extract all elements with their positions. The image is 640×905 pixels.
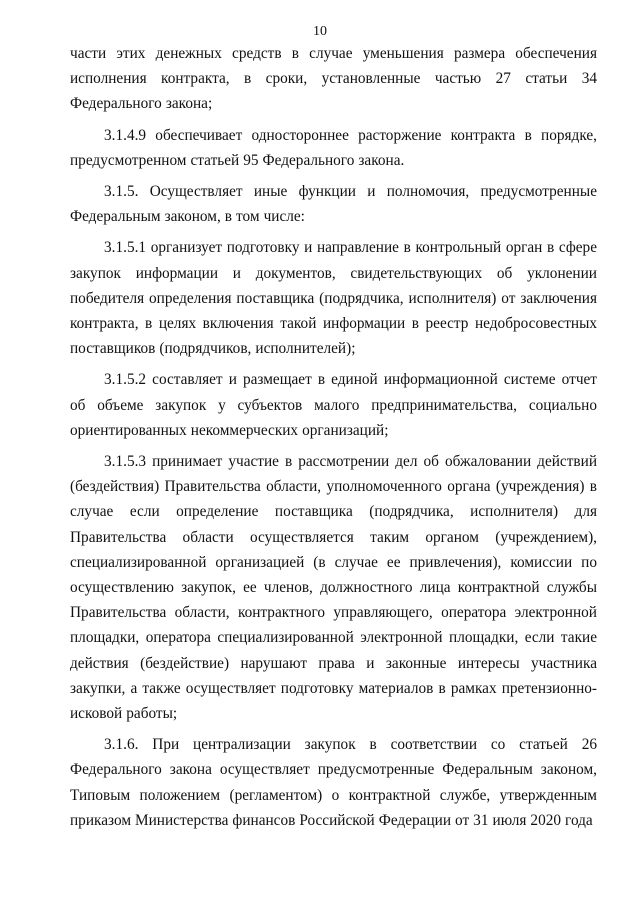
paragraph-3-1-6: 3.1.6. При централизации закупок в соответствии со статьей 26 Федерального закона осуществляет предусмотренные Федеральным законом, Типовым положением (регламентом) о контрактной службе, утвержденным приказом Министерства финансов Российской Федерации от 31 июля 2020 года — [70, 736, 597, 829]
paragraph-continuation: части этих денежных средств в случае уменьшения размера обеспечения исполнения контракта, в сроки, установленные частью 27 статьи 34 Федерального закона; — [70, 45, 597, 113]
paragraph-3-1-4-9: 3.1.4.9 обеспечивает одностороннее расторжение контракта в порядке, предусмотренном статьей 95 Федерального закона. — [70, 126, 597, 169]
paragraph-3-1-5: 3.1.5. Осуществляет иные функции и полномочия, предусмотренные Федеральным законом, в том числе: — [70, 183, 597, 226]
paragraph-3-1-5-1: 3.1.5.1 организует подготовку и направление в контрольный орган в сфере закупок информации и документов, свидетельствующих об уклонении победителя определения поставщика (подрядчика, исполнителя) от заключения контракта, в целях включения такой информации в реестр недобросовестных поставщиков (подрядчиков, исполнителей); — [70, 239, 597, 358]
paragraph-3-1-5-2: 3.1.5.2 составляет и размещает в единой информационной системе отчет об объеме закупок у субъектов малого предпринимательства, социально ориентированных некоммерческих организаций; — [70, 371, 597, 439]
page-number: 10 — [313, 24, 327, 39]
paragraph-3-1-5-3: 3.1.5.3 принимает участие в рассмотрении дел об обжаловании действий (бездействия) Правительства области, уполномоченного органа (учреждения) в случае если определение поставщика (подрядчика, исполнителя) для Правительства области осуществляется таким органом (учреждением), специализированной организацией (в случае ее привлечения), комиссии по осуществлению закупок, ее членов, должностного лица контрактной службы Правительства области, контрактного управляющего, оператора электронной площадки, оператора специализированной электронной площадки, если такие действия (бездействие) нарушают права и законные интересы участника закупки, а также осуществляет подготовку материалов в рамках претензионно-исковой работы; — [70, 453, 597, 723]
document-body — [70, 41, 597, 839]
